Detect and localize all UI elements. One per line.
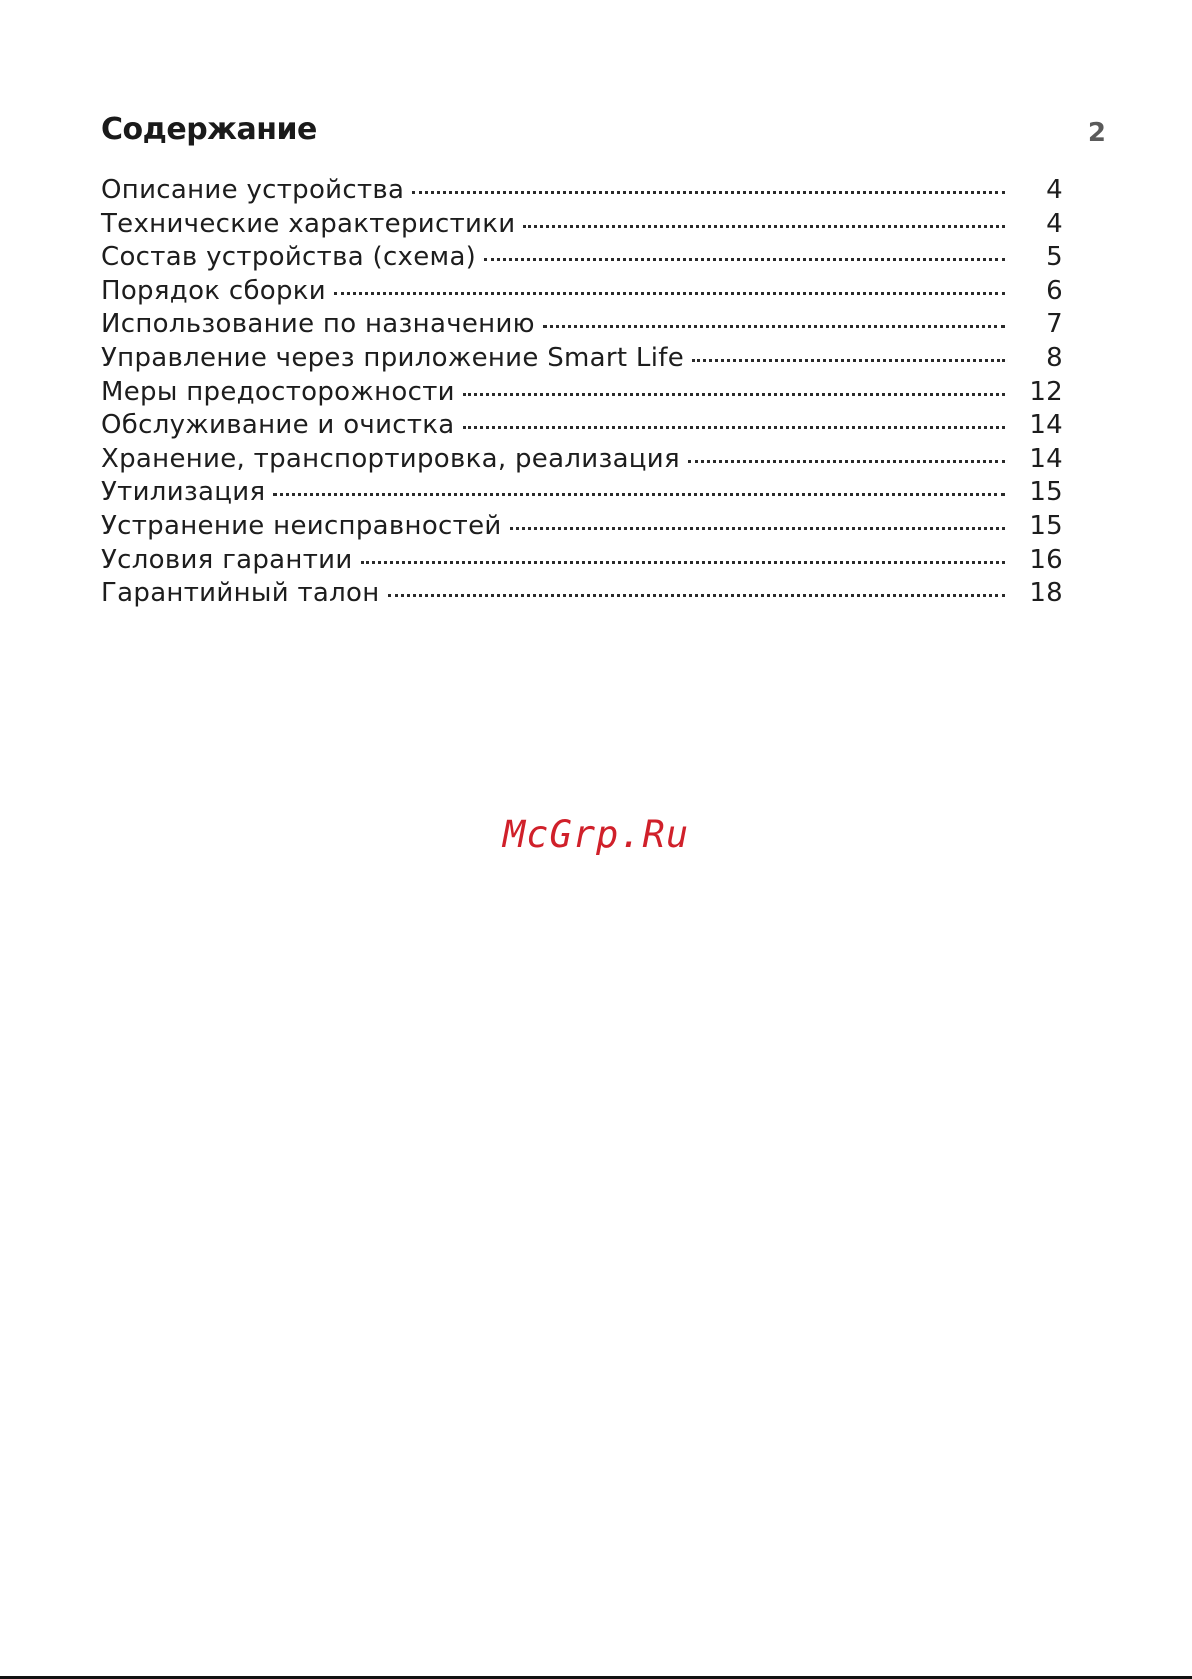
toc-entry-title: Утилизация	[101, 477, 266, 508]
toc-entry-warranty-terms[interactable]	[101, 545, 1063, 579]
toc-entry-precautions[interactable]	[101, 377, 1063, 411]
page-title: Содержание	[101, 112, 317, 147]
toc-entry-warranty-card[interactable]	[101, 578, 1063, 612]
page-number: 2	[1087, 118, 1106, 148]
toc-entry-page: 18	[1029, 578, 1063, 609]
toc-entry-description[interactable]	[101, 175, 1063, 209]
toc-entry-page: 6	[1046, 275, 1063, 306]
toc-entry-title: Описание устройства	[101, 175, 405, 205]
toc-entry-page: 4	[1046, 175, 1063, 205]
toc-entry-page: 12	[1029, 376, 1063, 407]
toc-entry-assembly[interactable]	[101, 276, 1063, 310]
toc-entry-title: Условия гарантии	[101, 544, 353, 575]
dot-leader	[484, 258, 1005, 261]
toc-entry-page: 5	[1046, 242, 1063, 273]
dot-leader	[463, 426, 1005, 429]
dot-leader	[388, 594, 1005, 597]
toc-entry-title: Меры предосторожности	[101, 376, 455, 407]
toc-entry-page: 4	[1046, 208, 1063, 239]
toc-entry-title: Управление через приложение Smart Life	[101, 342, 684, 373]
dot-leader	[334, 292, 1005, 295]
toc-entry-specifications[interactable]	[101, 209, 1063, 243]
dot-leader	[523, 225, 1005, 228]
toc-entry-page: 15	[1029, 510, 1063, 541]
toc-entry-storage[interactable]	[101, 444, 1063, 478]
toc-entry-page: 14	[1029, 443, 1063, 474]
toc-entry-title: Технические характеристики	[101, 208, 516, 239]
dot-leader	[510, 527, 1005, 530]
toc-entry-smart-life-app[interactable]	[101, 343, 1063, 377]
toc-entry-maintenance[interactable]	[101, 410, 1063, 444]
toc-entry-page: 16	[1029, 544, 1063, 575]
toc-entry-title: Гарантийный талон	[101, 578, 380, 609]
watermark: McGrp.Ru	[502, 813, 690, 856]
dot-leader	[688, 460, 1005, 463]
toc-entry-title: Состав устройства (схема)	[101, 242, 477, 273]
dot-leader	[692, 359, 1005, 362]
dot-leader	[463, 393, 1005, 396]
toc-entry-page: 7	[1046, 309, 1063, 340]
toc-entry-page: 8	[1046, 342, 1063, 373]
toc-entry-title: Порядок сборки	[101, 275, 326, 306]
toc-entry-device-composition[interactable]	[101, 242, 1063, 276]
toc-entry-title: Обслуживание и очистка	[101, 410, 455, 441]
toc-entry-title: Устранение неисправностей	[101, 510, 502, 541]
toc-entry-troubleshooting[interactable]	[101, 511, 1063, 545]
toc-entry-page: 15	[1029, 477, 1063, 508]
dot-leader	[412, 191, 1005, 194]
dot-leader	[543, 325, 1005, 328]
toc-entry-title: Хранение, транспортировка, реализация	[101, 443, 680, 474]
toc-entry-usage[interactable]	[101, 309, 1063, 343]
dot-leader	[361, 561, 1005, 564]
toc-entry-title: Использование по назначению	[101, 309, 535, 340]
dot-leader	[273, 493, 1005, 496]
toc-entry-page: 14	[1029, 410, 1063, 441]
toc-entry-disposal[interactable]	[101, 477, 1063, 511]
table-of-contents	[101, 175, 1063, 612]
